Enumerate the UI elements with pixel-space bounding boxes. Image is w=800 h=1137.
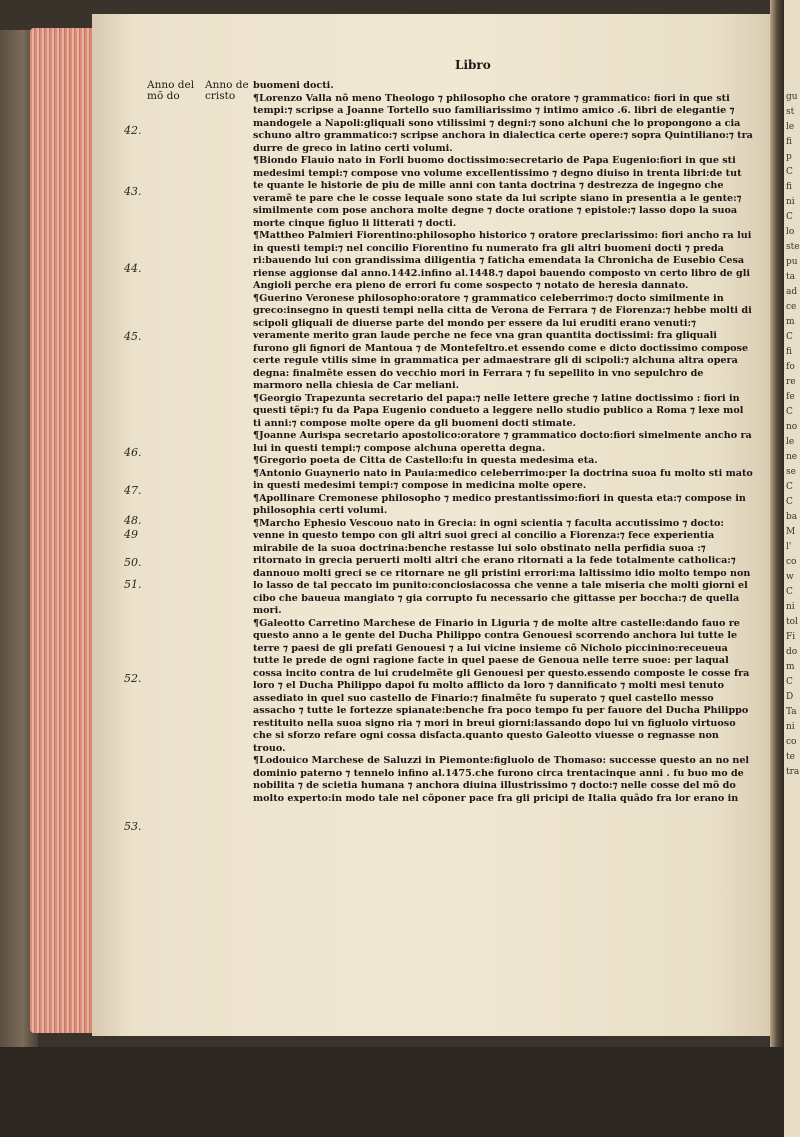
text-entry: ¶Georgio Trapezunta secretario del papa:⁊ nelle lettere greche ⁊ latine doctissimo : fiori in questi tẽpi:⁊ fu da Papa Eugenio condueto a leggere nello studio publico a Roma ⁊ lexe mol ti anni:⁊ compose molte opere da gli buomeni docti stimate. xyxy=(253,392,744,429)
facing-page-text: ni xyxy=(786,722,795,732)
facing-page-text: ni xyxy=(786,197,795,207)
facing-page-text: fi xyxy=(786,347,793,357)
main-text-block xyxy=(253,80,753,805)
facing-page-text: C xyxy=(786,332,793,342)
facing-page-text: Fi xyxy=(786,632,796,642)
facing-page-text: ne xyxy=(786,452,798,462)
margin-number: 44. xyxy=(124,262,142,275)
facing-page-text: se xyxy=(786,467,796,477)
text-entry: ¶Guerino Veronese philosopho:oratore ⁊ grammatico celeberrimo:⁊ docto similmente in greco:insegno in questi tempi nella citta de Verona de Ferrara ⁊ de Fiorenza:⁊ hebbe molti di scipoli gliquali de diuerse parte del mondo per essere da lui eruditi erano venuti:⁊ veramente merito gran laude perche ne fece vna gran quantita doctissimi: fra gliquali furono gli fignori de Mantoua ⁊ de Montefeltro.et essendo come e dicto doctissimo compose certe regule vtilis sime in grammatica per admaestrare gli di scipoli:⁊ alchuna altra opera degna: finalmẽte essen do vecchio mori in Ferrara ⁊ fu sepellito in vno sepulchro de marmoro nella chiesia de Car meliani. xyxy=(253,292,752,391)
facing-page-text: p xyxy=(786,152,792,162)
facing-page-text: ce xyxy=(786,302,797,312)
facing-page-text: m xyxy=(786,662,795,672)
facing-page-text: C xyxy=(786,167,793,177)
facing-page-text: le xyxy=(786,122,795,132)
facing-page-text: C xyxy=(786,212,793,222)
facing-page-text: M xyxy=(786,527,796,537)
facing-page-text: no xyxy=(786,422,798,432)
margin-number: 47. xyxy=(124,484,142,497)
margin-number: 52. xyxy=(124,672,142,685)
facing-page-fragment xyxy=(784,0,800,1137)
facing-page-text: pu xyxy=(786,257,798,267)
column-head-year-christ: Anno de cristo xyxy=(205,79,249,102)
text-entry: ¶Lodouico Marchese de Saluzzi in Piemonte:figluolo de Thomaso: successe questo an no nel dominio paterno ⁊ tennelo infino al.1475.che furono circa trentacinque anni . fu buo mo de nobilita ⁊ de scietia humana ⁊ anchora diuina illustrissimo ⁊ docto:⁊ nelle cosse del mõ do molto experto:in modo tale nel cõponer pace fra gli pricipi de Italia quãdo fra lor erano in xyxy=(253,755,750,804)
facing-page-text: Ta xyxy=(786,707,797,717)
facing-page-text: tol xyxy=(786,617,798,627)
facing-page-text: re xyxy=(786,377,796,387)
page-edges xyxy=(30,28,100,1033)
margin-number: 42. xyxy=(124,124,142,137)
facing-page-text: C xyxy=(786,482,793,492)
facing-page-text: ste xyxy=(786,242,800,252)
facing-page-text: st xyxy=(786,107,795,117)
book-gutter xyxy=(770,0,784,1047)
lead-line: buomeni docti. xyxy=(253,80,334,91)
facing-page-text: C xyxy=(786,497,793,507)
margin-number: 50. xyxy=(124,556,142,569)
facing-page-text: le xyxy=(786,437,795,447)
facing-page-text: D xyxy=(786,692,794,702)
text-entry: ¶Apollinare Cremonese philosopho ⁊ medico prestantissimo:fiori in questa eta:⁊ compose in philosophia certi volumi. xyxy=(253,492,746,516)
facing-page-text: C xyxy=(786,677,793,687)
column-head-year-world: Anno del mõ do xyxy=(147,79,195,102)
margin-number: 51. xyxy=(124,578,142,591)
margin-number: 43. xyxy=(124,185,142,198)
facing-page-text: co xyxy=(786,737,797,747)
text-entry: ¶Joanne Aurispa secretario apostolico:oratore ⁊ grammatico docto:fiori simelmente ancho ra lui in questi tempi:⁊ compose alchuna operetta degna. xyxy=(253,430,752,454)
facing-page-text: fo xyxy=(786,362,795,372)
text-entry: ¶Mattheo Palmieri Fiorentino:philosopho historico ⁊ oratore preclarissimo: fiori ancho ra lui in questi tempi:⁊ nel concilio Fiorentino fu numerato fra gli altri buomeni docti ⁊ preda ri:bauendo lui con grandissima diligentia ⁊ faticha emendata la Chronicha de Eusebio Cesa riense aggionse dal anno.1442.infino al.1448.⁊ dapoi bauendo composto vn certo libro de gli Angioli perche era pieno de errori fu come sospecto ⁊ notato de heresia dannato. xyxy=(253,230,752,291)
text-entry: ¶Biondo Flauio nato in Forli buomo doctissimo:secretario de Papa Eugenio:fiori in que sti medesimi tempi:⁊ compose vno volume excellentissimo ⁊ degno diuiso in trenta libri:de tut te quante le historie de piu de mille anni con tanta doctrina ⁊ destrezza de ingegno che veramẽ te pare che le cosse lequale sono state da lui scripte siano in presentia a le gente:⁊ similmente com pose anchora molte degne ⁊ docte oratione ⁊ epistole:⁊ lasso dopo la suoa morte cinque figluo li litterati ⁊ docti. xyxy=(253,155,742,229)
facing-page-text: fi xyxy=(786,137,793,147)
text-entry: ¶Lorenzo Valla nõ meno Theologo ⁊ philosopho che oratore ⁊ grammatico: fiori in que sti tempi:⁊ scripse a Joanne Tortello suo familiarissimo ⁊ intimo amico .6. libri de elegantie ⁊ mandogele a Napoli:gliquali sono vtilissimi ⁊ degni:⁊ sono alchuni che lo propongono a cia schuno altro grammatico:⁊ scripse anchora in dialectica certe opere:⁊ sopra Quintiliano:⁊ tra durre de greco in latino certi volumi. xyxy=(253,92,753,154)
text-entry: ¶Antonio Guaynerio nato in Pauia:medico celeberrimo:per la doctrina suoa fu molto sti mato in questi medesimi tempi:⁊ compose in medicina molte opere. xyxy=(253,467,753,491)
margin-number: 45. xyxy=(124,330,142,343)
facing-page-text: w xyxy=(786,572,794,582)
facing-page-text: l' xyxy=(786,542,792,552)
margin-number: 49 xyxy=(124,528,138,541)
facing-page-text: gu xyxy=(786,92,798,102)
facing-page-text: fi xyxy=(786,182,793,192)
margin-number: 48. xyxy=(124,514,142,527)
facing-page-text: ba xyxy=(786,512,798,522)
facing-page-text: ni xyxy=(786,602,795,612)
facing-page-text: m xyxy=(786,317,795,327)
facing-page-text: te xyxy=(786,752,795,762)
text-entry: ¶Galeotto Carretino Marchese de Finario in Liguria ⁊ de molte altre castelle:dando fauo re questo anno a le gente del Ducha Philippo contra Genouesi scorrendo anchora lui tutte le terre ⁊ paesi de gli prefati Genouesi ⁊ a lui vicine insieme cõ Nicholo piccinino:receueua tutte le prede de ogni ragione facte in quel paese de Genoua nelle terre suoe: per laqual cossa incito contra de lui crudelmẽte gli Genouesi per questo.essendo composte le cosse fra loro ⁊ el Ducha Philippo dapoi fu molto afflicto da loro ⁊ dannificato ⁊ molti mesi tenuto assediato in quel suo castello de Finario:⁊ finalmẽte fu superato ⁊ quel castello messo assacho ⁊ tutte le fortezze spianate:benche fra poco tempo fu per fauore del Ducha Philippo restituito nella suoa signo ria ⁊ mori in breui giorni:lassando dopo lui vn figluolo virtuoso che si sforzo refare ogni cossa disfacta.quanto questo Galeotto viuesse o regnasse non trouo. xyxy=(253,617,750,754)
facing-page-text: do xyxy=(786,647,798,657)
text-entry: ¶Marcho Ephesio Vescouo nato in Grecia: in ogni scientia ⁊ faculta accutissimo ⁊ docto: venne in questo tempo con gli altri suoi greci al concilio a Fiorenza:⁊ fece experientia mirabile de la suoa doctrina:benche restasse lui solo obstinato nella perfidia suoa :⁊ ritornato in grecia peruerti molti altri che erano ritornati a la fede totalmente catholica:⁊ dannouo molti greci se ce ritornare ne gli pristini errori:ma laltissimo idio molto tempo non lo lasso de tal peccato im punito:conciosiacossa che venne a tale miseria che molti giorni el cibo che baueua mangiato ⁊ gia corrupto fu necessario che gittasse per boccha:⁊ de quella mori. xyxy=(253,517,751,616)
facing-page-text: ad xyxy=(786,287,798,297)
facing-page-text: C xyxy=(786,587,793,597)
facing-page-text: tra xyxy=(786,767,800,777)
running-title: Libro xyxy=(455,58,491,72)
facing-page-text: co xyxy=(786,557,797,567)
margin-number: 46. xyxy=(124,446,142,459)
facing-page-text: C xyxy=(786,407,793,417)
facing-page-text: lo xyxy=(786,227,795,237)
margin-number: 53. xyxy=(124,820,142,833)
facing-page-text: ta xyxy=(786,272,795,282)
text-entry: ¶Gregorio poeta de Citta de Castello:fu in questa medesima eta. xyxy=(253,455,598,466)
facing-page-text: fe xyxy=(786,392,795,402)
